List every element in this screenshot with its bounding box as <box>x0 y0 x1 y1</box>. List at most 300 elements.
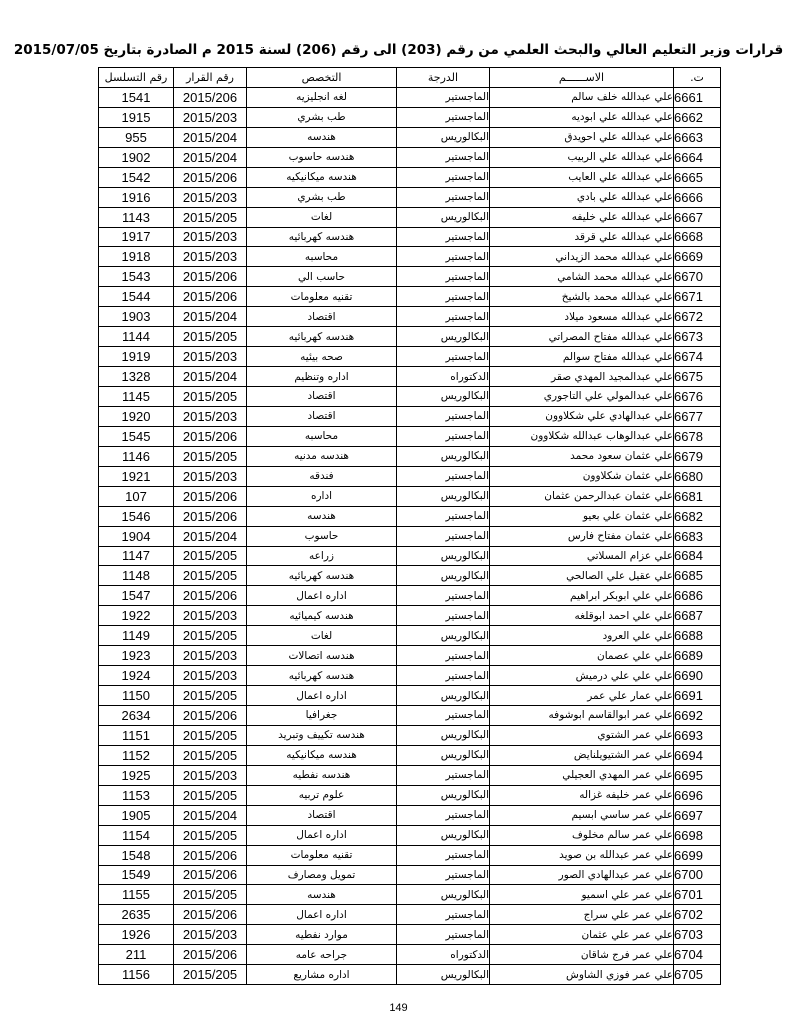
serial-cell: 1915 <box>99 107 174 127</box>
number-cell: 6691 <box>674 686 721 706</box>
specialty-cell: اداره اعمال <box>247 825 397 845</box>
serial-cell: 1148 <box>99 566 174 586</box>
table-row <box>99 307 721 327</box>
name-cell: علي عمر خليفه غزاله <box>490 785 674 805</box>
number-cell: 6677 <box>674 406 721 426</box>
number-cell: 6680 <box>674 466 721 486</box>
specialty-cell: هندسه اتصالات <box>247 646 397 666</box>
specialty-cell: اداره مشاريع <box>247 965 397 985</box>
name-cell: علي عبدالوهاب عبدالله شكلاوون <box>490 426 674 446</box>
degree-cell: الماجستير <box>397 247 490 267</box>
serial-cell: 2634 <box>99 706 174 726</box>
name-cell: علي عمر عبدالله بن صويد <box>490 845 674 865</box>
serial-cell: 1925 <box>99 765 174 785</box>
table-row <box>99 706 721 726</box>
serial-cell: 1917 <box>99 227 174 247</box>
name-cell: علي علي عصمان <box>490 646 674 666</box>
serial-cell: 1920 <box>99 406 174 426</box>
degree-cell: الماجستير <box>397 87 490 107</box>
name-cell: علي علي علي درميش <box>490 666 674 686</box>
table-row <box>99 347 721 367</box>
decision-cell: 2015/205 <box>174 725 247 745</box>
name-cell: علي عمر علي سراج <box>490 905 674 925</box>
name-cell: علي عمر علي اسميو <box>490 885 674 905</box>
name-cell: علي عمر الشتيويلنايض <box>490 745 674 765</box>
degree-cell: الماجستير <box>397 287 490 307</box>
serial-cell: 2635 <box>99 905 174 925</box>
name-cell: علي عمر ابوالقاسم ابوشوفه <box>490 706 674 726</box>
decision-cell: 2015/204 <box>174 127 247 147</box>
serial-cell: 1541 <box>99 87 174 107</box>
name-cell: علي عبدالله علي ابوديه <box>490 107 674 127</box>
specialty-cell: هندسه <box>247 127 397 147</box>
serial-cell: 1924 <box>99 666 174 686</box>
table-row <box>99 626 721 646</box>
header-degree: الدرجة <box>397 68 490 88</box>
table-row <box>99 526 721 546</box>
number-cell: 6678 <box>674 426 721 446</box>
decision-cell: 2015/205 <box>174 387 247 407</box>
table-row <box>99 287 721 307</box>
decision-cell: 2015/206 <box>174 845 247 865</box>
specialty-cell: محاسبه <box>247 426 397 446</box>
degree-cell: الماجستير <box>397 406 490 426</box>
table-row <box>99 925 721 945</box>
serial-cell: 1544 <box>99 287 174 307</box>
decision-cell: 2015/205 <box>174 965 247 985</box>
specialty-cell: هندسه كهربائيه <box>247 327 397 347</box>
degree-cell: البكالوريس <box>397 207 490 227</box>
degree-cell: البكالوريس <box>397 566 490 586</box>
degree-cell: الماجستير <box>397 765 490 785</box>
name-cell: علي عبدالله علي بادي <box>490 187 674 207</box>
serial-cell: 1155 <box>99 885 174 905</box>
serial-cell: 1923 <box>99 646 174 666</box>
serial-cell: 1921 <box>99 466 174 486</box>
decision-cell: 2015/206 <box>174 945 247 965</box>
table-row <box>99 765 721 785</box>
header-no: ت. <box>674 68 721 88</box>
decision-cell: 2015/205 <box>174 686 247 706</box>
name-cell: علي عثمان عبدالرحمن عثمان <box>490 486 674 506</box>
serial-cell: 1154 <box>99 825 174 845</box>
decision-cell: 2015/203 <box>174 765 247 785</box>
number-cell: 6682 <box>674 506 721 526</box>
number-cell: 6667 <box>674 207 721 227</box>
degree-cell: الماجستير <box>397 187 490 207</box>
number-cell: 6700 <box>674 865 721 885</box>
decision-cell: 2015/204 <box>174 367 247 387</box>
number-cell: 6689 <box>674 646 721 666</box>
specialty-cell: صحه بيئيه <box>247 347 397 367</box>
serial-cell: 1151 <box>99 725 174 745</box>
number-cell: 6675 <box>674 367 721 387</box>
table-row <box>99 606 721 626</box>
specialty-cell: اقتصاد <box>247 387 397 407</box>
degree-cell: الماجستير <box>397 706 490 726</box>
name-cell: علي علي العرود <box>490 626 674 646</box>
serial-cell: 1328 <box>99 367 174 387</box>
table-header-row <box>99 68 721 88</box>
decision-cell: 2015/206 <box>174 865 247 885</box>
decision-cell: 2015/205 <box>174 446 247 466</box>
number-cell: 6705 <box>674 965 721 985</box>
decision-cell: 2015/203 <box>174 247 247 267</box>
decision-cell: 2015/203 <box>174 187 247 207</box>
degree-cell: الماجستير <box>397 905 490 925</box>
table-row <box>99 147 721 167</box>
table-row <box>99 845 721 865</box>
table-row <box>99 885 721 905</box>
degree-cell: البكالوريس <box>397 486 490 506</box>
specialty-cell: لغات <box>247 207 397 227</box>
number-cell: 6681 <box>674 486 721 506</box>
name-cell: علي عمر فوزي الشاوش <box>490 965 674 985</box>
decision-cell: 2015/204 <box>174 307 247 327</box>
decision-cell: 2015/205 <box>174 566 247 586</box>
decision-cell: 2015/205 <box>174 745 247 765</box>
specialty-cell: موارد نفطيه <box>247 925 397 945</box>
serial-cell: 1147 <box>99 546 174 566</box>
degree-cell: البكالوريس <box>397 785 490 805</box>
number-cell: 6684 <box>674 546 721 566</box>
table-row <box>99 905 721 925</box>
number-cell: 6672 <box>674 307 721 327</box>
table-row <box>99 207 721 227</box>
name-cell: علي عمر المهدي العجيلي <box>490 765 674 785</box>
table-body <box>99 87 721 984</box>
name-cell: علي عبدالهادي علي شكلاوون <box>490 406 674 426</box>
table-row <box>99 267 721 287</box>
table-row <box>99 367 721 387</box>
degree-cell: الماجستير <box>397 227 490 247</box>
header-decision: رقم القرار <box>174 68 247 88</box>
table-row <box>99 87 721 107</box>
specialty-cell: تمويل ومصارف <box>247 865 397 885</box>
name-cell: علي عمر ساسي ابسيم <box>490 805 674 825</box>
specialty-cell: فندقه <box>247 466 397 486</box>
specialty-cell: حاسوب <box>247 526 397 546</box>
degree-cell: الماجستير <box>397 805 490 825</box>
specialty-cell: اقتصاد <box>247 406 397 426</box>
serial-cell: 1919 <box>99 347 174 367</box>
decision-cell: 2015/206 <box>174 426 247 446</box>
degree-cell: الماجستير <box>397 107 490 127</box>
number-cell: 6704 <box>674 945 721 965</box>
specialty-cell: هندسه نفطيه <box>247 765 397 785</box>
serial-cell: 1905 <box>99 805 174 825</box>
table-row <box>99 745 721 765</box>
decision-cell: 2015/206 <box>174 87 247 107</box>
table-row <box>99 466 721 486</box>
specialty-cell: هندسه حاسوب <box>247 147 397 167</box>
specialty-cell: هندسه ميكانيكيه <box>247 167 397 187</box>
name-cell: علي عمر الشتوي <box>490 725 674 745</box>
name-cell: علي عبدالله علي احويدق <box>490 127 674 147</box>
table-row <box>99 546 721 566</box>
specialty-cell: اداره <box>247 486 397 506</box>
table-row <box>99 327 721 347</box>
table-row <box>99 187 721 207</box>
specialty-cell: اداره اعمال <box>247 905 397 925</box>
serial-cell: 1918 <box>99 247 174 267</box>
decision-cell: 2015/206 <box>174 905 247 925</box>
number-cell: 6696 <box>674 785 721 805</box>
decision-cell: 2015/204 <box>174 805 247 825</box>
decision-cell: 2015/206 <box>174 506 247 526</box>
serial-cell: 955 <box>99 127 174 147</box>
name-cell: علي عثمان علي بعيو <box>490 506 674 526</box>
degree-cell: الدكتوراه <box>397 367 490 387</box>
decision-cell: 2015/205 <box>174 626 247 646</box>
serial-cell: 1922 <box>99 606 174 626</box>
table-row <box>99 387 721 407</box>
serial-cell: 1152 <box>99 745 174 765</box>
degree-cell: البكالوريس <box>397 725 490 745</box>
degree-cell: الماجستير <box>397 606 490 626</box>
number-cell: 6692 <box>674 706 721 726</box>
decisions-table <box>98 67 721 985</box>
specialty-cell: هندسه مدنيه <box>247 446 397 466</box>
decision-cell: 2015/204 <box>174 147 247 167</box>
degree-cell: الماجستير <box>397 426 490 446</box>
serial-cell: 1543 <box>99 267 174 287</box>
number-cell: 6686 <box>674 586 721 606</box>
number-cell: 6663 <box>674 127 721 147</box>
number-cell: 6674 <box>674 347 721 367</box>
number-cell: 6701 <box>674 885 721 905</box>
decision-cell: 2015/203 <box>174 466 247 486</box>
specialty-cell: جغرافيا <box>247 706 397 726</box>
serial-cell: 1926 <box>99 925 174 945</box>
number-cell: 6697 <box>674 805 721 825</box>
table-row <box>99 406 721 426</box>
decision-cell: 2015/205 <box>174 825 247 845</box>
decision-cell: 2015/203 <box>174 107 247 127</box>
name-cell: علي علي ابوبكر ابراهيم <box>490 586 674 606</box>
number-cell: 6666 <box>674 187 721 207</box>
degree-cell: البكالوريس <box>397 387 490 407</box>
table-row <box>99 865 721 885</box>
number-cell: 6661 <box>674 87 721 107</box>
degree-cell: الماجستير <box>397 586 490 606</box>
decision-cell: 2015/206 <box>174 486 247 506</box>
decision-cell: 2015/203 <box>174 646 247 666</box>
specialty-cell: اقتصاد <box>247 805 397 825</box>
specialty-cell: هندسه ميكانيكيه <box>247 745 397 765</box>
number-cell: 6703 <box>674 925 721 945</box>
page-number: 149 <box>389 1002 408 1014</box>
name-cell: علي عبدالله محمد بالشيخ <box>490 287 674 307</box>
degree-cell: البكالوريس <box>397 127 490 147</box>
specialty-cell: طب بشري <box>247 187 397 207</box>
header-name: الاســــــم <box>490 68 674 88</box>
number-cell: 6695 <box>674 765 721 785</box>
header-specialty: التخصص <box>247 68 397 88</box>
number-cell: 6699 <box>674 845 721 865</box>
serial-cell: 1548 <box>99 845 174 865</box>
table-row <box>99 566 721 586</box>
number-cell: 6668 <box>674 227 721 247</box>
degree-cell: البكالوريس <box>397 446 490 466</box>
serial-cell: 1903 <box>99 307 174 327</box>
decision-cell: 2015/205 <box>174 546 247 566</box>
decision-cell: 2015/204 <box>174 526 247 546</box>
header-serial: رقم التسلسل <box>99 68 174 88</box>
degree-cell: البكالوريس <box>397 626 490 646</box>
specialty-cell: حاسب الي <box>247 267 397 287</box>
name-cell: علي عبدالله خلف سالم <box>490 87 674 107</box>
serial-cell: 1143 <box>99 207 174 227</box>
decision-cell: 2015/205 <box>174 785 247 805</box>
specialty-cell: اداره وتنظيم <box>247 367 397 387</box>
decision-cell: 2015/203 <box>174 227 247 247</box>
number-cell: 6693 <box>674 725 721 745</box>
decision-cell: 2015/206 <box>174 287 247 307</box>
number-cell: 6698 <box>674 825 721 845</box>
name-cell: علي عبدالله محمد الزيداني <box>490 247 674 267</box>
decision-cell: 2015/205 <box>174 207 247 227</box>
table-row <box>99 825 721 845</box>
decision-cell: 2015/203 <box>174 406 247 426</box>
decision-cell: 2015/206 <box>174 167 247 187</box>
name-cell: علي عمار علي عمر <box>490 686 674 706</box>
name-cell: علي عبدالمولي علي التاجوري <box>490 387 674 407</box>
decision-cell: 2015/203 <box>174 347 247 367</box>
decision-cell: 2015/206 <box>174 586 247 606</box>
serial-cell: 1547 <box>99 586 174 606</box>
number-cell: 6665 <box>674 167 721 187</box>
name-cell: علي عبدالله علي خليفه <box>490 207 674 227</box>
serial-cell: 1902 <box>99 147 174 167</box>
table-row <box>99 506 721 526</box>
specialty-cell: لغه انجليزيه <box>247 87 397 107</box>
specialty-cell: علوم تربيه <box>247 785 397 805</box>
number-cell: 6671 <box>674 287 721 307</box>
decision-cell: 2015/205 <box>174 327 247 347</box>
number-cell: 6662 <box>674 107 721 127</box>
degree-cell: البكالوريس <box>397 825 490 845</box>
degree-cell: البكالوريس <box>397 327 490 347</box>
decision-cell: 2015/206 <box>174 267 247 287</box>
serial-cell: 107 <box>99 486 174 506</box>
specialty-cell: هندسه تكييف وتبريد <box>247 725 397 745</box>
degree-cell: الماجستير <box>397 147 490 167</box>
table-row <box>99 725 721 745</box>
specialty-cell: اداره اعمال <box>247 686 397 706</box>
name-cell: علي عبدالله مفتاح سوالم <box>490 347 674 367</box>
name-cell: علي عبدالله مسعود ميلاد <box>490 307 674 327</box>
name-cell: علي عقيل علي الصالحي <box>490 566 674 586</box>
specialty-cell: هندسه <box>247 885 397 905</box>
number-cell: 6679 <box>674 446 721 466</box>
table-row <box>99 247 721 267</box>
serial-cell: 1146 <box>99 446 174 466</box>
degree-cell: الماجستير <box>397 666 490 686</box>
table-row <box>99 965 721 985</box>
degree-cell: البكالوريس <box>397 745 490 765</box>
number-cell: 6673 <box>674 327 721 347</box>
name-cell: علي عمر علي عثمان <box>490 925 674 945</box>
table-row <box>99 646 721 666</box>
page-title: قرارات وزير التعليم العالي والبحث العلمي من رقم (203) الى رقم (206) لسنة 2015 م الصادرة بتاريخ 2015/07/05 <box>13 42 784 58</box>
number-cell: 6664 <box>674 147 721 167</box>
serial-cell: 1156 <box>99 965 174 985</box>
degree-cell: الماجستير <box>397 347 490 367</box>
number-cell: 6694 <box>674 745 721 765</box>
degree-cell: البكالوريس <box>397 885 490 905</box>
decision-cell: 2015/203 <box>174 606 247 626</box>
serial-cell: 1904 <box>99 526 174 546</box>
decision-cell: 2015/203 <box>174 666 247 686</box>
serial-cell: 211 <box>99 945 174 965</box>
specialty-cell: جراحه عامه <box>247 945 397 965</box>
degree-cell: الماجستير <box>397 865 490 885</box>
decision-cell: 2015/203 <box>174 925 247 945</box>
serial-cell: 1144 <box>99 327 174 347</box>
degree-cell: الماجستير <box>397 267 490 287</box>
number-cell: 6685 <box>674 566 721 586</box>
specialty-cell: اداره اعمال <box>247 586 397 606</box>
degree-cell: الماجستير <box>397 466 490 486</box>
serial-cell: 1545 <box>99 426 174 446</box>
number-cell: 6683 <box>674 526 721 546</box>
name-cell: علي عبدالله محمد الشامي <box>490 267 674 287</box>
specialty-cell: هندسه <box>247 506 397 526</box>
specialty-cell: تقنيه معلومات <box>247 287 397 307</box>
degree-cell: البكالوريس <box>397 965 490 985</box>
specialty-cell: اقتصاد <box>247 307 397 327</box>
number-cell: 6670 <box>674 267 721 287</box>
table-row <box>99 486 721 506</box>
specialty-cell: محاسبه <box>247 247 397 267</box>
number-cell: 6669 <box>674 247 721 267</box>
table-row <box>99 127 721 147</box>
name-cell: علي عمر سالم مخلوف <box>490 825 674 845</box>
table-row <box>99 426 721 446</box>
degree-cell: الماجستير <box>397 506 490 526</box>
degree-cell: البكالوريس <box>397 546 490 566</box>
table-row <box>99 945 721 965</box>
specialty-cell: هندسه كهربائيه <box>247 566 397 586</box>
serial-cell: 1549 <box>99 865 174 885</box>
decision-cell: 2015/206 <box>174 706 247 726</box>
name-cell: علي عبدالمجيد المهدي صقر <box>490 367 674 387</box>
specialty-cell: هندسه كهربائيه <box>247 666 397 686</box>
name-cell: علي عمر فرج شاقان <box>490 945 674 965</box>
degree-cell: البكالوريس <box>397 686 490 706</box>
name-cell: علي عبدالله علي قرقد <box>490 227 674 247</box>
name-cell: علي عثمان مفتاح فارس <box>490 526 674 546</box>
degree-cell: الماجستير <box>397 646 490 666</box>
specialty-cell: هندسه كهربائيه <box>247 227 397 247</box>
serial-cell: 1153 <box>99 785 174 805</box>
serial-cell: 1546 <box>99 506 174 526</box>
name-cell: علي عبدالله علي العايب <box>490 167 674 187</box>
serial-cell: 1150 <box>99 686 174 706</box>
degree-cell: الماجستير <box>397 307 490 327</box>
specialty-cell: زراعه <box>247 546 397 566</box>
name-cell: علي علي احمد ابوقلغه <box>490 606 674 626</box>
specialty-cell: طب بشري <box>247 107 397 127</box>
name-cell: علي عبدالله علي الربيب <box>490 147 674 167</box>
number-cell: 6702 <box>674 905 721 925</box>
decision-cell: 2015/205 <box>174 885 247 905</box>
degree-cell: الماجستير <box>397 167 490 187</box>
number-cell: 6687 <box>674 606 721 626</box>
table-row <box>99 805 721 825</box>
table-row <box>99 227 721 247</box>
